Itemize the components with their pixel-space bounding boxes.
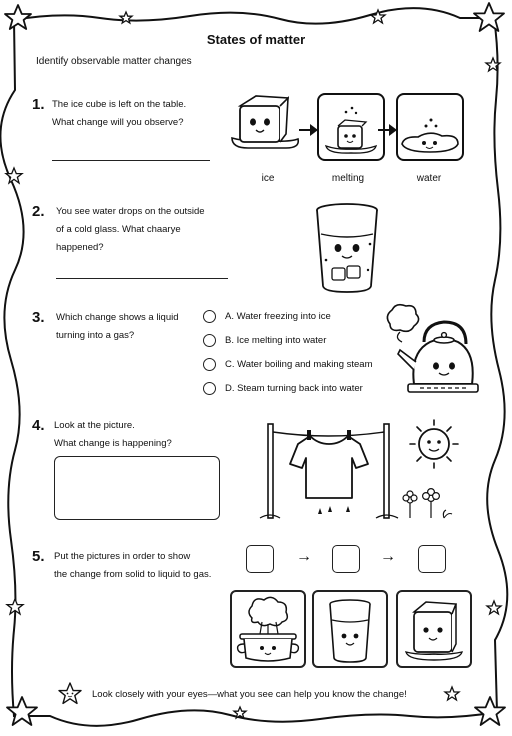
ice-cube-icon (232, 96, 298, 148)
sun-icon (410, 420, 458, 468)
star-icon (7, 697, 37, 725)
order-box-1[interactable] (246, 545, 274, 573)
answer-box[interactable] (54, 456, 220, 520)
arrow-right-icon: → (296, 548, 312, 565)
star-icon (475, 697, 505, 725)
question-text: You see water drops on the outside of a cold glass. What chaarye happened? (56, 206, 205, 253)
question-number: 4. (32, 417, 45, 434)
option-b[interactable]: B. Ice melting into water (203, 334, 326, 347)
shirt-icon (290, 430, 368, 514)
radio-button[interactable] (203, 310, 216, 323)
page-title: States of matter (206, 32, 306, 47)
steam-icon (387, 305, 418, 342)
glass-of-water-icon (312, 200, 382, 296)
answer-line[interactable] (56, 278, 228, 279)
order-box-3[interactable] (418, 545, 446, 573)
star-icon (474, 3, 504, 31)
star-icon (487, 601, 501, 614)
question-number: 5. (32, 548, 45, 565)
clothesline-scene (258, 418, 488, 522)
option-d[interactable]: D. Steam turning back into water (203, 382, 363, 395)
glass-of-water-icon (314, 592, 386, 666)
question-text: Put the pictures in order to show the change from solid to liquid to gas. (54, 551, 212, 580)
picture-tile-liquid[interactable] (312, 590, 388, 668)
ice-cube-icon (398, 592, 470, 666)
option-a[interactable]: A. Water freezing into ice (203, 310, 331, 323)
question-number: 2. (32, 203, 45, 220)
caption-melting: melting (331, 173, 365, 184)
arrow-right-icon: → (380, 548, 396, 565)
option-c[interactable]: C. Water boiling and making steam (203, 358, 373, 371)
flower-icon (403, 489, 452, 518)
caption-ice: ice (261, 173, 275, 184)
star-icon (59, 683, 81, 703)
picture-tile-gas[interactable] (230, 590, 306, 668)
question-text: Which change shows a liquid turning into a gas? (56, 312, 179, 341)
question-number: 1. (32, 96, 45, 113)
star-icon (445, 687, 459, 700)
star-icon (5, 5, 31, 29)
radio-button[interactable] (203, 358, 216, 371)
question-number: 3. (32, 309, 45, 326)
order-box-2[interactable] (332, 545, 360, 573)
picture-tile-solid[interactable] (396, 590, 472, 668)
page-subtitle: Identify observable matter changes (36, 56, 192, 67)
caption-water: water (416, 173, 442, 184)
footer-note: Look closely with your eyes—what you see can help you know the change! (92, 689, 407, 700)
question-text: The ice cube is left on the table. What change will you observe? (52, 99, 187, 128)
answer-line[interactable] (52, 160, 210, 161)
melting-sequence (228, 92, 478, 172)
radio-button[interactable] (203, 334, 216, 347)
pot-icon (232, 592, 304, 666)
radio-button[interactable] (203, 382, 216, 395)
star-icon (6, 168, 22, 183)
kettle-icon (384, 302, 480, 398)
arrow-right-icon (299, 124, 318, 136)
question-text: Look at the picture. What change is happening? (54, 420, 172, 449)
